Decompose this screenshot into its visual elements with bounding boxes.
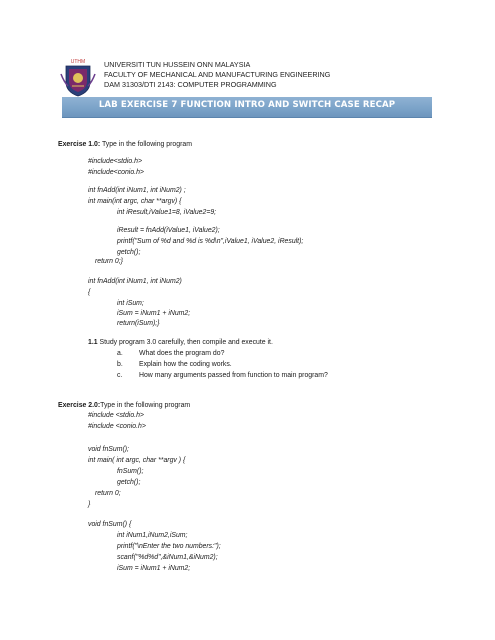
list-text: Explain how the coding works. xyxy=(139,361,232,368)
code-line: iSum = iNum1 + iNum2; xyxy=(117,565,191,572)
code-line: void fnSum() { xyxy=(88,521,132,528)
logo-letters: UTHM xyxy=(70,59,86,65)
list-item xyxy=(117,361,232,369)
exercise2-heading xyxy=(58,402,190,410)
list-item xyxy=(117,350,224,358)
code-line: fnSum(); xyxy=(117,468,144,475)
code-line: iSum = iNum1 + iNum2; xyxy=(117,310,191,317)
code-line: getch(); xyxy=(117,249,141,256)
lab-title-banner xyxy=(62,97,432,117)
faculty-name: FACULTY OF MECHANICAL AND MANUFACTURING ENGINEERING xyxy=(104,70,331,79)
code-line: return(iSum);} xyxy=(117,320,160,327)
question-1-1 xyxy=(88,339,273,347)
code-line: int fnAdd(int iNum1, int iNum2) xyxy=(88,278,182,285)
code-line: printf("Sum of %d and %d is %d\n",iValue1, iValue2, iResult); xyxy=(117,238,304,245)
code-line: return 0; xyxy=(95,490,121,497)
exercise2-instruction: Type in the following program xyxy=(100,402,191,409)
code-line: printf("\nEnter the two numbers:"); xyxy=(117,543,221,550)
code-line: #include <stdio.h> xyxy=(88,412,144,419)
list-marker: a. xyxy=(117,350,123,357)
list-text: What does the program do? xyxy=(139,350,225,357)
university-name: UNIVERSITI TUN HUSSEIN ONN MALAYSIA xyxy=(104,60,251,69)
document-header xyxy=(104,60,330,90)
code-line: int fnAdd(int iNum1, int iNum2) ; xyxy=(88,187,186,194)
code-line: #include<conio.h> xyxy=(88,169,144,176)
code-line: { xyxy=(88,289,91,296)
code-line: } xyxy=(88,501,91,508)
exercise1-label: Exercise 1.0: xyxy=(58,141,101,148)
code-line: int iNum1,iNum2,iSum; xyxy=(117,532,188,539)
question-label: 1.1 xyxy=(88,339,98,346)
list-text: How many arguments passed from function to main program? xyxy=(139,372,328,379)
university-logo xyxy=(58,56,98,98)
question-text: Study program 3.0 carefully, then compile and execute it. xyxy=(97,339,273,346)
list-marker: b. xyxy=(117,361,123,368)
exercise1-instruction: Type in the following program xyxy=(100,141,192,148)
code-line: iResult = fnAdd(iValue1, iValue2); xyxy=(117,227,220,234)
exercise1-heading xyxy=(58,141,192,149)
code-line: getch(); xyxy=(117,479,141,486)
list-marker: c. xyxy=(117,372,123,379)
code-line: return 0;} xyxy=(95,258,123,265)
code-line: int main( int argc, char **argv ) { xyxy=(88,457,186,464)
code-line: void fnSum(); xyxy=(88,446,129,453)
code-line: #include <conio.h> xyxy=(88,423,146,430)
code-line: int iResult,iValue1=8, iValue2=9; xyxy=(117,209,217,216)
course-name: DAM 31303/DTI 2143: COMPUTER PROGRAMMING xyxy=(104,80,277,89)
code-line: int iSum; xyxy=(117,300,144,307)
code-line: scanf("%d%d",&iNum1,&iNum2); xyxy=(117,554,218,561)
code-line: #include<stdio.h> xyxy=(88,158,143,165)
code-line: int main(int argc, char **argv) { xyxy=(88,198,182,205)
lab-title: LAB EXERCISE 7 FUNCTION INTRO AND SWITCH CASE RECAP xyxy=(98,100,396,110)
list-item xyxy=(117,372,328,380)
exercise2-label: Exercise 2.0: xyxy=(58,402,101,409)
